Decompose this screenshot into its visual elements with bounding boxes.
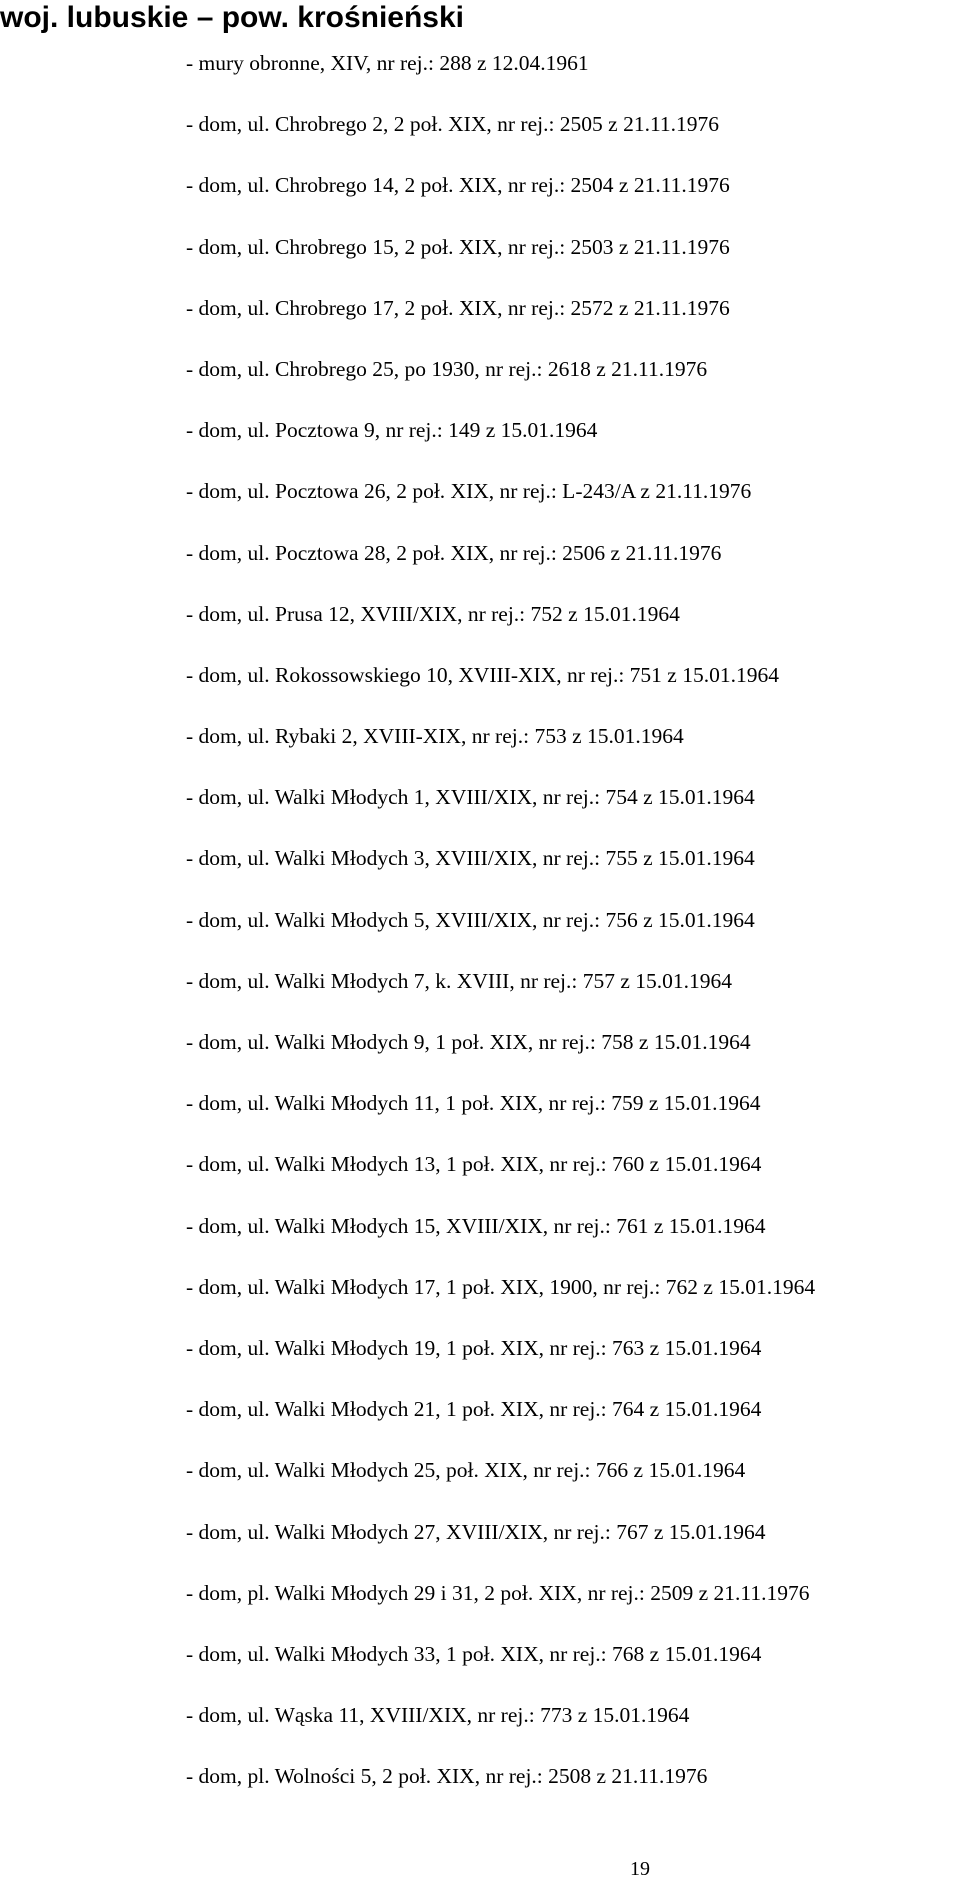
list-item: - dom, ul. Walki Młodych 27, XVIII/XIX, nr rej.: 767 z 15.01.1964	[186, 1519, 766, 1544]
list-item: - dom, ul. Walki Młodych 15, XVIII/XIX, nr rej.: 761 z 15.01.1964	[186, 1213, 766, 1238]
list-item: - dom, ul. Chrobrego 14, 2 poł. XIX, nr rej.: 2504 z 21.11.1976	[186, 173, 730, 198]
list-item: - dom, ul. Walki Młodych 9, 1 poł. XIX, nr rej.: 758 z 15.01.1964	[186, 1030, 751, 1054]
list-item: - dom, ul. Walki Młodych 11, 1 poł. XIX, nr rej.: 759 z 15.01.1964	[186, 1091, 761, 1116]
list-item: - dom, ul. Pocztowa 26, 2 poł. XIX, nr rej.: L-243/A z 21.11.1976	[186, 479, 752, 504]
list-item: - dom, ul. Walki Młodych 1, XVIII/XIX, nr rej.: 754 z 15.01.1964	[186, 785, 755, 810]
list-item: - dom, ul. Chrobrego 17, 2 poł. XIX, nr rej.: 2572 z 21.11.1976	[186, 295, 730, 320]
list-item: - dom, pl. Wolności 5, 2 poł. XIX, nr rej.: 2508 z 21.11.1976	[186, 1764, 708, 1789]
page-number: 19	[630, 1858, 650, 1880]
list-item: - dom, ul. Walki Młodych 7, k. XVIII, nr rej.: 757 z 15.01.1964	[186, 968, 733, 993]
page-heading: woj. lubuskie – pow. krośnieński	[0, 1, 465, 34]
list-item: - dom, ul. Walki Młodych 5, XVIII/XIX, nr rej.: 756 z 15.01.1964	[186, 907, 755, 932]
list-item: - dom, ul. Walki Młodych 13, 1 poł. XIX, nr rej.: 760 z 15.01.1964	[186, 1152, 762, 1177]
list-item: - dom, ul. Prusa 12, XVIII/XIX, nr rej.: 752 z 15.01.1964	[186, 601, 680, 626]
list-item: - dom, ul. Walki Młodych 33, 1 poł. XIX, nr rej.: 768 z 15.01.1964	[186, 1641, 762, 1666]
list-item: - mury obronne, XIV, nr rej.: 288 z 12.04.1961	[186, 51, 589, 75]
list-item: - dom, ul. Pocztowa 9, nr rej.: 149 z 15.01.1964	[186, 418, 598, 443]
monument-list	[186, 47, 815, 1821]
list-item: - dom, ul. Walki Młodych 3, XVIII/XIX, nr rej.: 755 z 15.01.1964	[186, 846, 755, 871]
list-item: - dom, ul. Walki Młodych 21, 1 poł. XIX, nr rej.: 764 z 15.01.1964	[186, 1397, 762, 1422]
list-item: - dom, ul. Wąska 11, XVIII/XIX, nr rej.: 773 z 15.01.1964	[186, 1703, 690, 1728]
list-item: - dom, ul. Rybaki 2, XVIII-XIX, nr rej.: 753 z 15.01.1964	[186, 724, 684, 749]
list-item: - dom, pl. Walki Młodych 29 i 31, 2 poł. XIX, nr rej.: 2509 z 21.11.1976	[186, 1580, 810, 1605]
list-item: - dom, ul. Walki Młodych 17, 1 poł. XIX, 1900, nr rej.: 762 z 15.01.1964	[186, 1274, 816, 1299]
list-item: - dom, ul. Pocztowa 28, 2 poł. XIX, nr rej.: 2506 z 21.11.1976	[186, 540, 722, 565]
list-item: - dom, ul. Chrobrego 15, 2 poł. XIX, nr rej.: 2503 z 21.11.1976	[186, 234, 730, 259]
list-item: - dom, ul. Walki Młodych 25, poł. XIX, nr rej.: 766 z 15.01.1964	[186, 1458, 746, 1483]
list-item: - dom, ul. Walki Młodych 19, 1 poł. XIX, nr rej.: 763 z 15.01.1964	[186, 1335, 762, 1360]
list-item: - dom, ul. Rokossowskiego 10, XVIII-XIX, nr rej.: 751 z 15.01.1964	[186, 662, 779, 687]
list-item: - dom, ul. Chrobrego 25, po 1930, nr rej.: 2618 z 21.11.1976	[186, 356, 708, 381]
list-item: - dom, ul. Chrobrego 2, 2 poł. XIX, nr rej.: 2505 z 21.11.1976	[186, 112, 720, 137]
